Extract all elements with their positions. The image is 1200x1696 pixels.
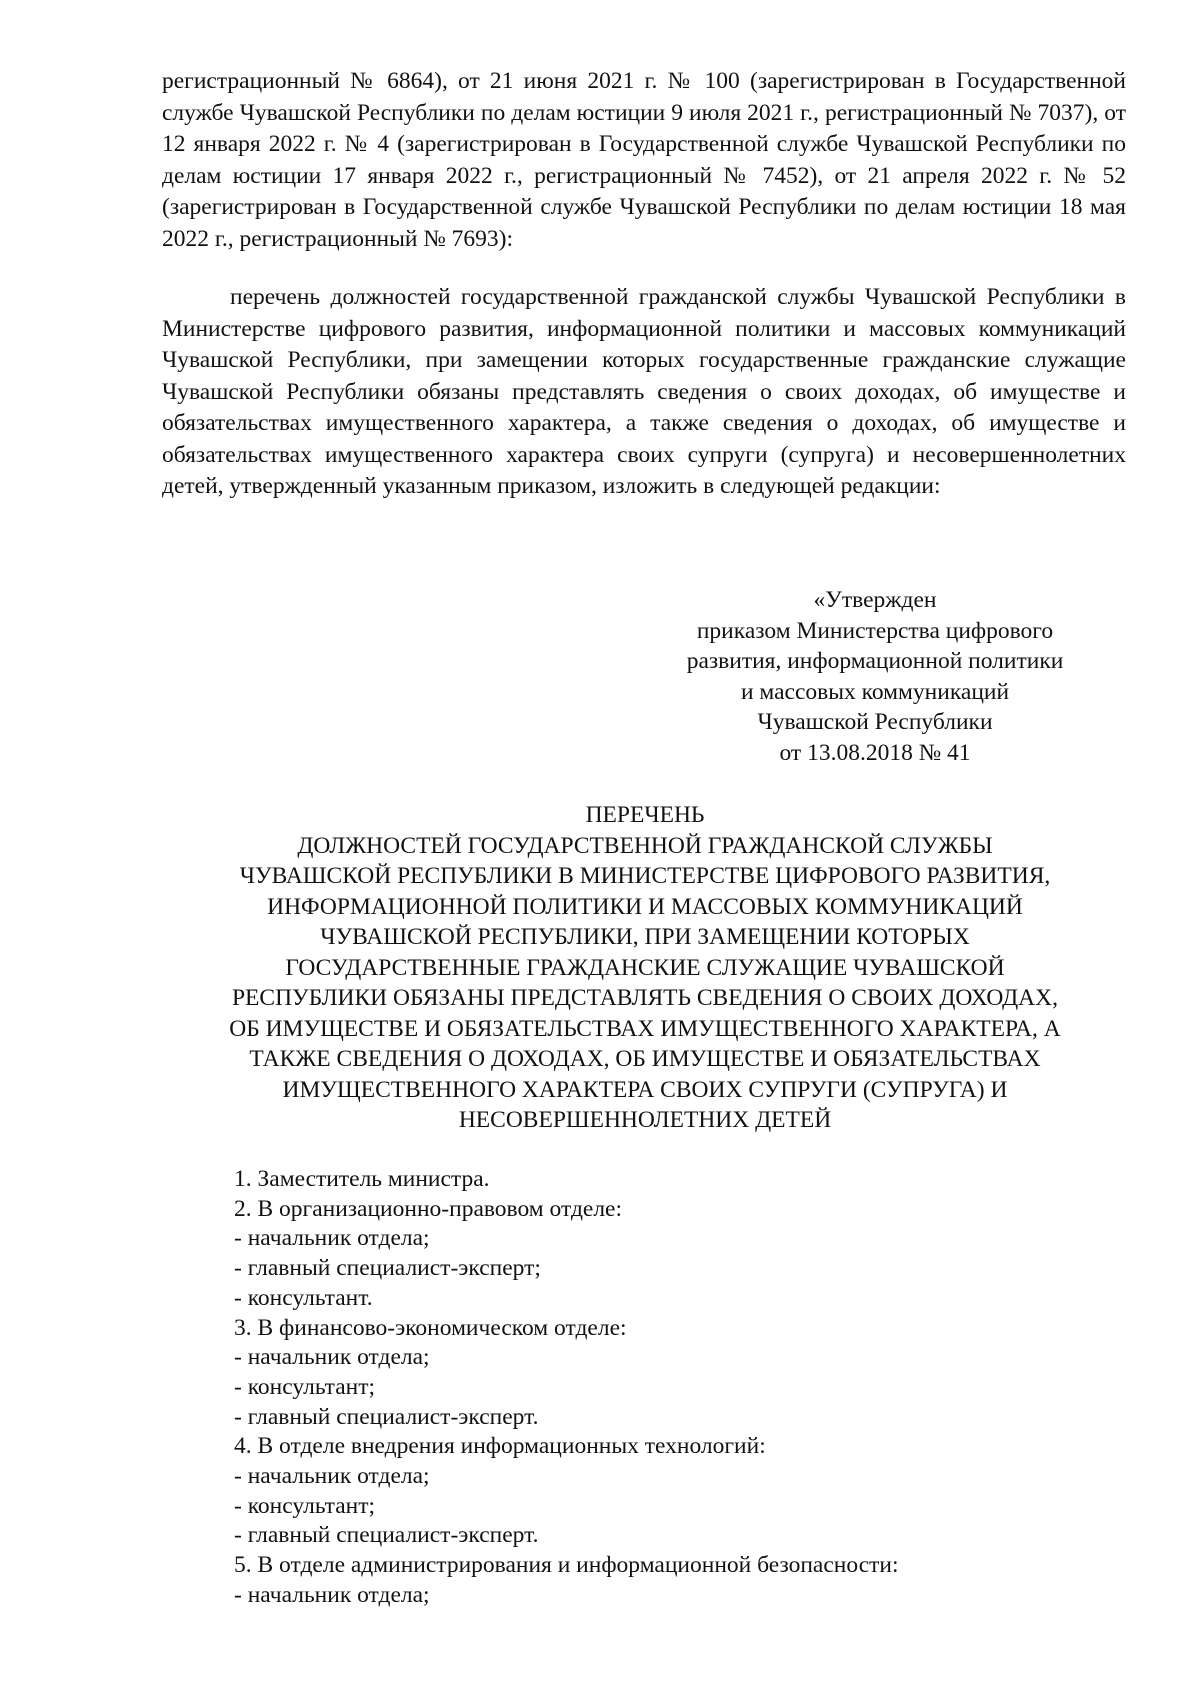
list-item: 3. В финансово-экономическом отделе: [234,1314,627,1341]
title-line: ТАКЖЕ СВЕДЕНИЯ О ДОХОДАХ, ОБ ИМУЩЕСТВЕ И ОБЯЗАТЕЛЬСТВАХ [249,1046,1041,1072]
list-item: - начальник отдела; [234,1344,430,1371]
list-item: - главный специалист-эксперт. [234,1522,539,1549]
amendment-paragraph: перечень должностей государственной гражданской службы Чувашской Республики в Министерстве цифрового развития, информационной политики и массовых коммуникаций Чувашской Республики, при замещении которых государственные гражданские служащие Чувашской Республики обязаны представлять сведения о своих доходах, об имуществе и обязательствах имущественного характера, а также сведения о доходах, об имуществе и обязательствах имущественного характера своих супруги (супруга) и несовершеннолетних детей, утвержденный указанным приказом, изложить в следующей редакции: [162,284,1126,499]
list-item: - консультант; [234,1373,375,1400]
title-line: ИНФОРМАЦИОННОЙ ПОЛИТИКИ И МАССОВЫХ КОММУНИКАЦИЙ [267,893,1023,920]
list-item: 4. В отделе внедрения информационных технологий: [234,1433,766,1460]
list-item: - консультант; [234,1492,375,1519]
title-line: ДОЛЖНОСТЕЙ ГОСУДАРСТВЕННОЙ ГРАЖДАНСКОЙ СЛУЖБЫ [297,832,993,859]
list-item: 1. Заместитель министра. [234,1166,490,1192]
title-line: ЧУВАШСКОЙ РЕСПУБЛИКИ В МИНИСТЕРСТВЕ ЦИФРОВОГО РАЗВИТИЯ, [239,863,1051,889]
list-item: - главный специалист-эксперт; [234,1255,541,1282]
positions-list [234,1165,1114,1611]
title-line: ЧУВАШСКОЙ РЕСПУБЛИКИ, ПРИ ЗАМЕЩЕНИИ КОТОРЫХ [320,924,970,950]
title-line: ГОСУДАРСТВЕННЫЕ ГРАЖДАНСКИЕ СЛУЖАЩИЕ ЧУВАШСКОЙ [285,954,1005,981]
approval-stamp-block [640,585,1110,768]
intro-paragraph: регистрационный № 6864), от 21 июня 2021 г. № 100 (зарегистрирован в Государственной службе Чувашской Республики по делам юстиции 9 июля 2021 г., регистрационный № 7037), от 12 января 2022 г. № 4 (зарегистрирован в Государственной службе Чувашской Республики по делам юстиции 17 января 2022 г., регистрационный № 7452), от 21 апреля 2022 г. № 52 (зарегистрирован в Государственной службе Чувашской Республики по делам юстиции 18 мая 2022 г., регистрационный № 7693): [162,68,1126,252]
approval-line: от 13.08.2018 № 41 [779,739,971,766]
approval-line: Чувашской Республики [757,709,993,735]
approval-line: и массовых коммуникаций [740,678,1010,705]
approval-line: развития, информационной политики [686,648,1064,674]
title-line: ИМУЩЕСТВЕННОГО ХАРАКТЕРА СВОИХ СУПРУГИ (СУПРУГА) И [282,1076,1008,1103]
approval-line: «Утвержден [813,587,937,613]
list-item: - главный специалист-эксперт. [234,1403,539,1430]
list-item: - начальник отдела; [234,1225,430,1252]
list-item: - начальник отдела; [234,1581,430,1608]
approval-line: приказом Министерства цифрового [696,617,1054,644]
list-item: 2. В организационно-правовом отделе: [234,1195,623,1222]
title-line: ОБ ИМУЩЕСТВЕ И ОБЯЗАТЕЛЬСТВАХ ИМУЩЕСТВЕННОГО ХАРАКТЕРА, А [229,1015,1061,1042]
list-item: 5. В отделе администрирования и информационной безопасности: [234,1552,899,1579]
list-item: - консультант. [234,1284,373,1311]
title-line: НЕСОВЕРШЕННОЛЕТНИХ ДЕТЕЙ [458,1107,832,1133]
document-title [150,800,1140,1136]
title-line: ПЕРЕЧЕНЬ [585,802,705,828]
title-line: РЕСПУБЛИКИ ОБЯЗАНЫ ПРЕДСТАВЛЯТЬ СВЕДЕНИЯ О СВОИХ ДОХОДАХ, [231,985,1058,1011]
list-item: - начальник отдела; [234,1463,430,1490]
